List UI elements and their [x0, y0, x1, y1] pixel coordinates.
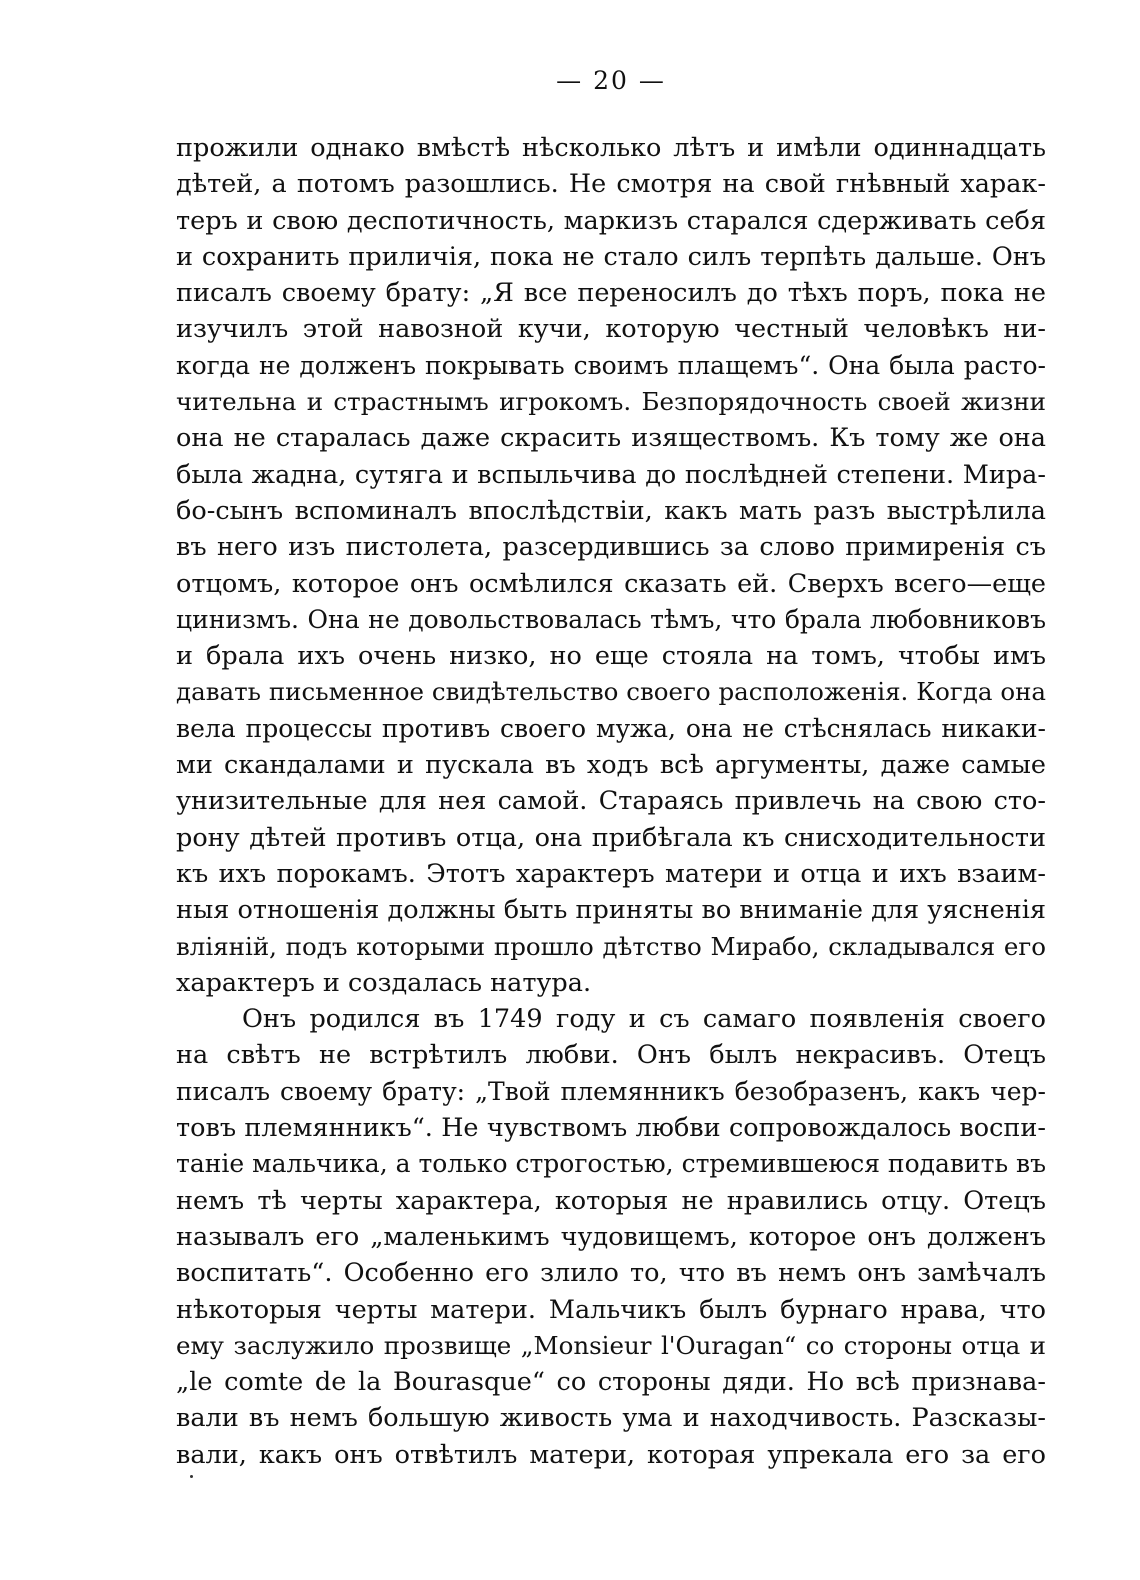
text-line: Онъ родился въ 1749 году и съ самаго появленія своего: [242, 1004, 1046, 1035]
text-line: называлъ его „маленькимъ чудовищемъ, которое онъ долженъ: [176, 1221, 1046, 1252]
text-line: дѣтей, а потомъ разошлись. Не смотря на свой гнѣвный харак-: [176, 169, 1046, 200]
text-line: унизительные для нея самой. Стараясь привлечь на свою сто-: [176, 786, 1046, 817]
text-line: воспитать“. Особенно его злило то, что въ немъ онъ замѣчалъ: [176, 1258, 1046, 1289]
text-line: отцомъ, которое онъ осмѣлился сказать ей. Сверхъ всего—еще: [176, 568, 1046, 599]
text-line: характеръ и создалась натура.: [176, 967, 592, 998]
text-line: къ ихъ порокамъ. Этотъ характеръ матери и отца и ихъ взаим-: [176, 858, 1046, 889]
text-line: и сохранить приличія, пока не стало силъ терпѣть дальше. Онъ: [176, 241, 1046, 272]
text-line: вліяній, подъ которыми прошло дѣтство Мирабо, складывался его: [176, 931, 1046, 961]
text-line: писалъ своему брату: „Твой племянникъ безобразенъ, какъ чер-: [176, 1076, 1046, 1106]
text-line: изучилъ этой навозной кучи, которую честный человѣкъ ни-: [176, 314, 1046, 345]
text-line: она не старалась даже скрасить изяществомъ. Къ тому же она: [176, 423, 1046, 454]
text-line: вела процессы противъ своего мужа, она не стѣснялась никаки-: [176, 713, 1046, 743]
text-line: теръ и свою деспотичность, маркизъ старался сдерживать себя: [176, 205, 1046, 236]
text-line: писалъ своему брату: „Я все переносилъ до тѣхъ поръ, пока не: [176, 278, 1046, 309]
text-line: таніе мальчика, а только строгостью, стремившеюся подавить въ: [176, 1149, 1047, 1179]
text-line: въ него изъ пистолета, разсердившись за слово примиренія съ: [176, 532, 1046, 563]
text-line: „le comte de la Bourasque“ со стороны дяди. Но всѣ признава-: [176, 1367, 1046, 1398]
text-line: ему заслужило прозвище „Monsieur l'Ouragan“ со стороны отца и: [176, 1330, 1046, 1360]
text-line: ми скандалами и пускала въ ходъ всѣ аргументы, даже самые: [176, 750, 1046, 781]
body-text: [176, 130, 1046, 1473]
text-line: ныя отношенія должны быть приняты во вниманіе для уясненія: [176, 895, 1046, 926]
text-line: прожили однако вмѣстѣ нѣсколько лѣтъ и имѣли одиннадцать: [176, 133, 1046, 163]
print-speck: [190, 1475, 193, 1478]
text-line: цинизмъ. Она не довольствовалась тѣмъ, что брала любовниковъ: [176, 604, 1046, 634]
paragraph-1: [176, 130, 1046, 1001]
text-line: когда не долженъ покрывать своимъ плащемъ“. Она была расто-: [176, 350, 1046, 380]
text-line: нѣкоторыя черты матери. Мальчикъ былъ бурнаго нрава, что: [176, 1294, 1046, 1325]
page-number: — 20 —: [556, 66, 666, 95]
text-line: вали въ немъ большую живость ума и находчивость. Разсказы-: [176, 1403, 1046, 1434]
text-line: и брала ихъ очень низко, но еще стояла на томъ, чтобы имъ: [176, 641, 1046, 672]
text-line: вали, какъ онъ отвѣтилъ матери, которая упрекала его за его: [176, 1439, 1046, 1470]
text-line: чительна и страстнымъ игрокомъ. Безпорядочность своей жизни: [176, 387, 1046, 417]
text-line: товъ племянникъ“. Не чувствомъ любви сопровождалось воспи-: [176, 1113, 1046, 1144]
text-line: рону дѣтей противъ отца, она прибѣгала къ снисходительности: [176, 822, 1046, 853]
text-line: была жадна, сутяга и вспыльчива до послѣдней степени. Мира-: [176, 459, 1046, 490]
text-line: немъ тѣ черты характера, которыя не нравились отцу. Отецъ: [176, 1185, 1046, 1216]
text-line: бо-сынъ вспоминалъ впослѣдствіи, какъ мать разъ выстрѣлила: [176, 495, 1046, 526]
text-line: давать письменное свидѣтельство своего расположенія. Когда она: [176, 677, 1046, 707]
text-line: на свѣтъ не встрѣтилъ любви. Онъ былъ некрасивъ. Отецъ: [176, 1040, 1046, 1071]
paragraph-2: [176, 1001, 1046, 1473]
